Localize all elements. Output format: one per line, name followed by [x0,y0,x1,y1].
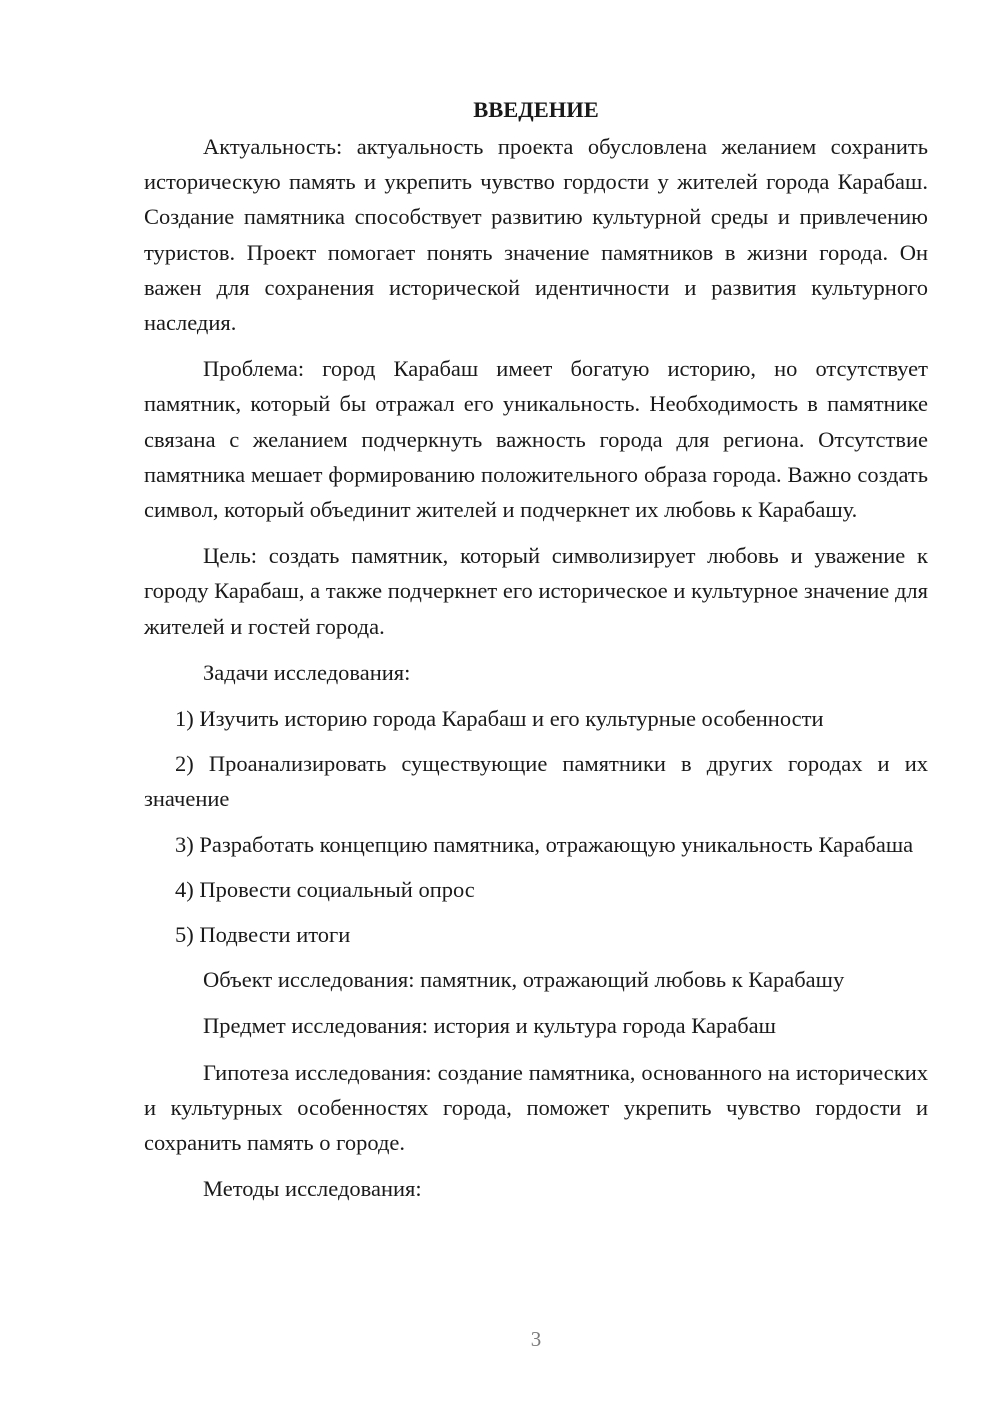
hypothesis-paragraph: Гипотеза исследования: создание памятника, основанного на исторических и культурных особенностях города, поможет укрепить чувство гордости и сохранить память о городе. [144,1059,928,1156]
section-heading: ВВЕДЕНИЕ [473,97,599,122]
object-paragraph: Объект исследования: памятник, отражающий любовь к Карабашу [203,967,845,993]
document-page [144,92,928,1217]
task-item: 1) Изучить историю города Карабаш и его культурные особенности [175,706,824,732]
task-item: 5) Подвести итоги [175,922,351,948]
goal-paragraph: Цель: создать памятник, который символизирует любовь и уважение к городу Карабаш, а также подчеркнет его историческое и культурное значение для жителей и гостей города. [144,543,928,639]
task-item: 4) Провести социальный опрос [175,876,475,902]
problem-paragraph: Проблема: город Карабаш имеет богатую историю, но отсутствует памятник, который бы отражал его уникальность. Необходимость в памятнике связана с желанием подчеркнуть важность города для региона. Отсутствие памятника мешает формированию положительного образа города. Важно создать символ, который объединит жителей и подчеркнет их любовь к Карабашу. [144,356,928,523]
task-item: 3) Разработать концепцию памятника, отражающую уникальность Карабаша [175,831,914,857]
subject-paragraph: Предмет исследования: история и культура города Карабаш [203,1013,776,1039]
task-item: 2) Проанализировать существующие памятники в других городах и их значение [144,751,928,812]
methods-label: Методы исследования: [203,1176,422,1202]
tasks-label: Задачи исследования: [203,659,411,685]
relevance-paragraph: Актуальность: актуальность проекта обусловлена желанием сохранить историческую память и укрепить чувство гордости у жителей города Карабаш. Создание памятника способствует развитию культурной среды и привлечению туристов. Проект помогает понять значение памятников в жизни города. Он важен для сохранения исторической идентичности и развития культурного наследия. [144,134,928,336]
page-number: 3 [530,1327,542,1351]
